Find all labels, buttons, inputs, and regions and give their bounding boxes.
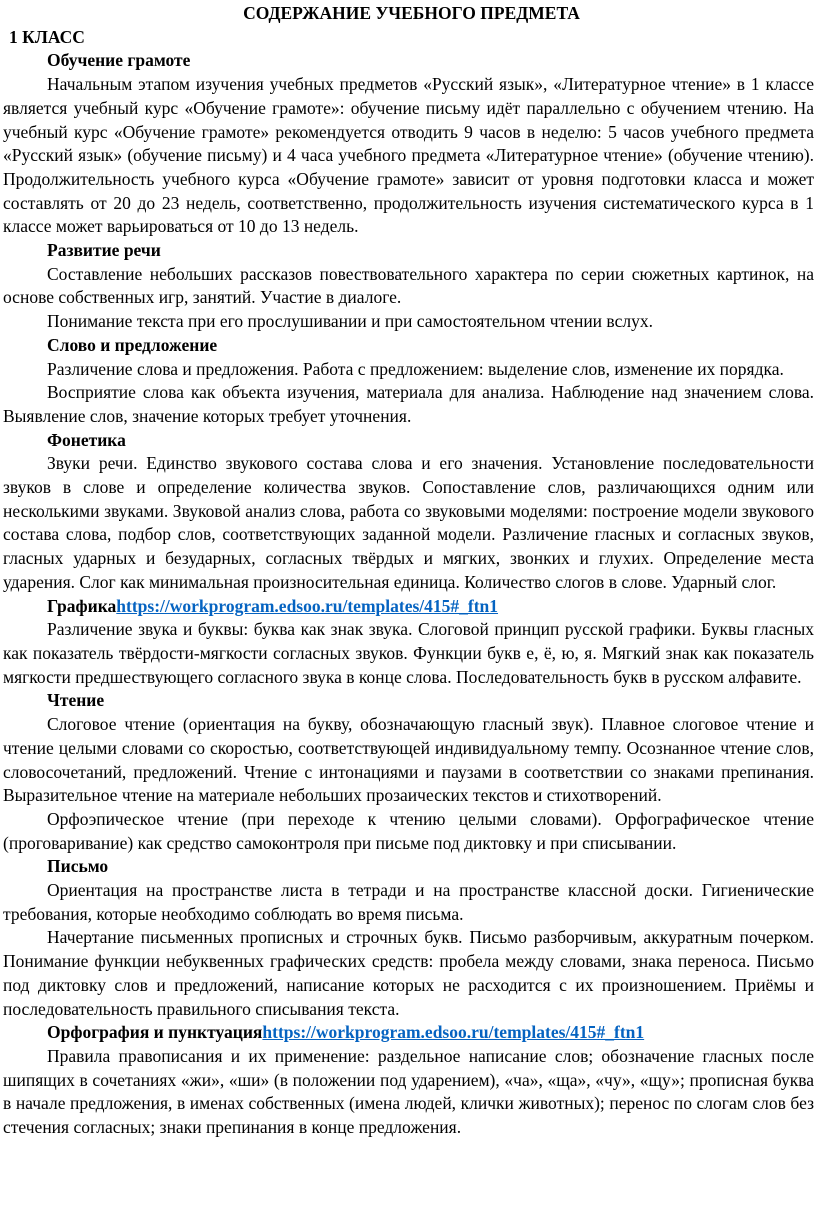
section-heading-graphics-line: [3, 595, 814, 619]
paragraph-speech-1: Составление небольших рассказов повествовательного характера по серии сюжетных картинок, на основе собственных игр, занятий. Участие в диалоге.: [3, 263, 814, 308]
page-title: СОДЕРЖАНИЕ УЧЕБНОГО ПРЕДМЕТА: [243, 3, 580, 23]
section-heading-writing: Письмо: [47, 856, 109, 877]
paragraph-orthography-1: Правила правописания и их применение: раздельное написание слов; обозначение гласных после шипящих в сочетаниях «жи», «ши» (в положении под ударением), «ча», «ща», «чу», «щу»; прописная буква в начале предложения, в именах собственных (имена людей, клички животных); перенос по слогам слов без стечения согласных; знаки препинания в конце предложения.: [3, 1045, 814, 1138]
paragraph-reading-2: Орфоэпическое чтение (при переходе к чтению целыми словами). Орфографическое чтение (проговаривание) как средство самоконтроля при письме под диктовку и при списывании.: [3, 808, 814, 853]
paragraph-word-2: Восприятие слова как объекта изучения, материала для анализа. Наблюдение над значением слова. Выявление слов, значение которых требует уточнения.: [3, 382, 814, 426]
section-heading-phonetics: Фонетика: [47, 429, 126, 450]
section-heading-reading: Чтение: [47, 690, 105, 711]
paragraph-reading-1: Слоговое чтение (ориентация на букву, обозначающую гласный звук). Плавное слоговое чтение и чтение целыми словами со скоростью, соответствующей индивидуальному темпу. Осознанное чтение слов, словосочетаний, предложений. Чтение с интонациями и паузами в соответствии со знаками препинания. Выразительное чтение на материале небольших прозаических текстов и стихотворений.: [3, 714, 814, 806]
paragraph-writing-1: Ориентация на пространстве листа в тетради и на пространстве классной доски. Гигиенические требования, которые необходимо соблюдать во время письма.: [3, 880, 814, 924]
section-heading-graphics: Графика: [47, 595, 117, 616]
section-heading-literacy: Обучение грамоте: [47, 50, 191, 71]
grade-heading: 1 КЛАСС: [9, 26, 85, 47]
paragraph-graphics-1: Различение звука и буквы: буква как знак звука. Слоговой принцип русской графики. Буквы гласных как показатель твёрдости-мягкости согласных звуков. Функции букв е, ё, ю, я. Мягкий знак как показатель мягкости предшествующего согласного звука в конце слова. Последовательность букв в русском алфавите.: [3, 619, 814, 687]
section-heading-word: Слово и предложение: [47, 334, 218, 355]
section-heading-orthography: Орфография и пунктуация: [47, 1022, 263, 1043]
paragraph-word-1: Различение слова и предложения. Работа с предложением: выделение слов, изменение их порядка.: [47, 358, 784, 379]
section-heading-speech: Развитие речи: [47, 240, 161, 261]
section-heading-orthography-line: [3, 1021, 814, 1045]
footnote-link-orthography[interactable]: https://workprogram.edsoo.ru/templates/415#_ftn1: [262, 1022, 645, 1043]
paragraph-speech-2: Понимание текста при его прослушивании и при самостоятельном чтении вслух.: [47, 311, 653, 332]
paragraph-phonetics-1: Звуки речи. Единство звукового состава слова и его значения. Установление последовательности звуков в слове и определение количества звуков. Сопоставление слов, различающихся одним или несколькими звуками. Звуковой анализ слова, работа со звуковыми моделями: построение модели звукового состава слова, подбор слов, соответствующих заданной модели. Различение гласных и согласных звуков, гласных ударных и безударных, согласных твёрдых и мягких, звонких и глухих. Определение места ударения. Слог как минимальная произносительная единица. Количество слогов в слове. Ударный слог.: [3, 453, 814, 592]
paragraph-writing-2: Начертание письменных прописных и строчных букв. Письмо разборчивым, аккуратным почерком. Понимание функции небуквенных графических средств: пробела между словами, знака переноса. Письмо под диктовку слов и предложений, написание которых не расходится с их произношением. Приёмы и последовательность правильного списывания текста.: [3, 927, 814, 1019]
paragraph-literacy-1: Начальным этапом изучения учебных предметов «Русский язык», «Литературное чтение» в 1 классе является учебный курс «Обучение грамоте»: обучение письму идёт параллельно с обучением чтению. На учебный курс «Обучение грамоте» рекомендуется отводить 9 часов в неделю: 5 часов учебного предмета «Русский язык» (обучение письму) и 4 часа учебного предмета «Литературное чтение» (обучение чтению). Продолжительность учебного курса «Обучение грамоте» зависит от уровня подготовки класса и может составлять от 20 до 23 недель, соответственно, продолжительность изучения систематического курса в 1 классе может варьироваться от 10 до 13 недель.: [3, 74, 814, 237]
footnote-link-graphics[interactable]: https://workprogram.edsoo.ru/templates/415#_ftn1: [116, 595, 499, 616]
